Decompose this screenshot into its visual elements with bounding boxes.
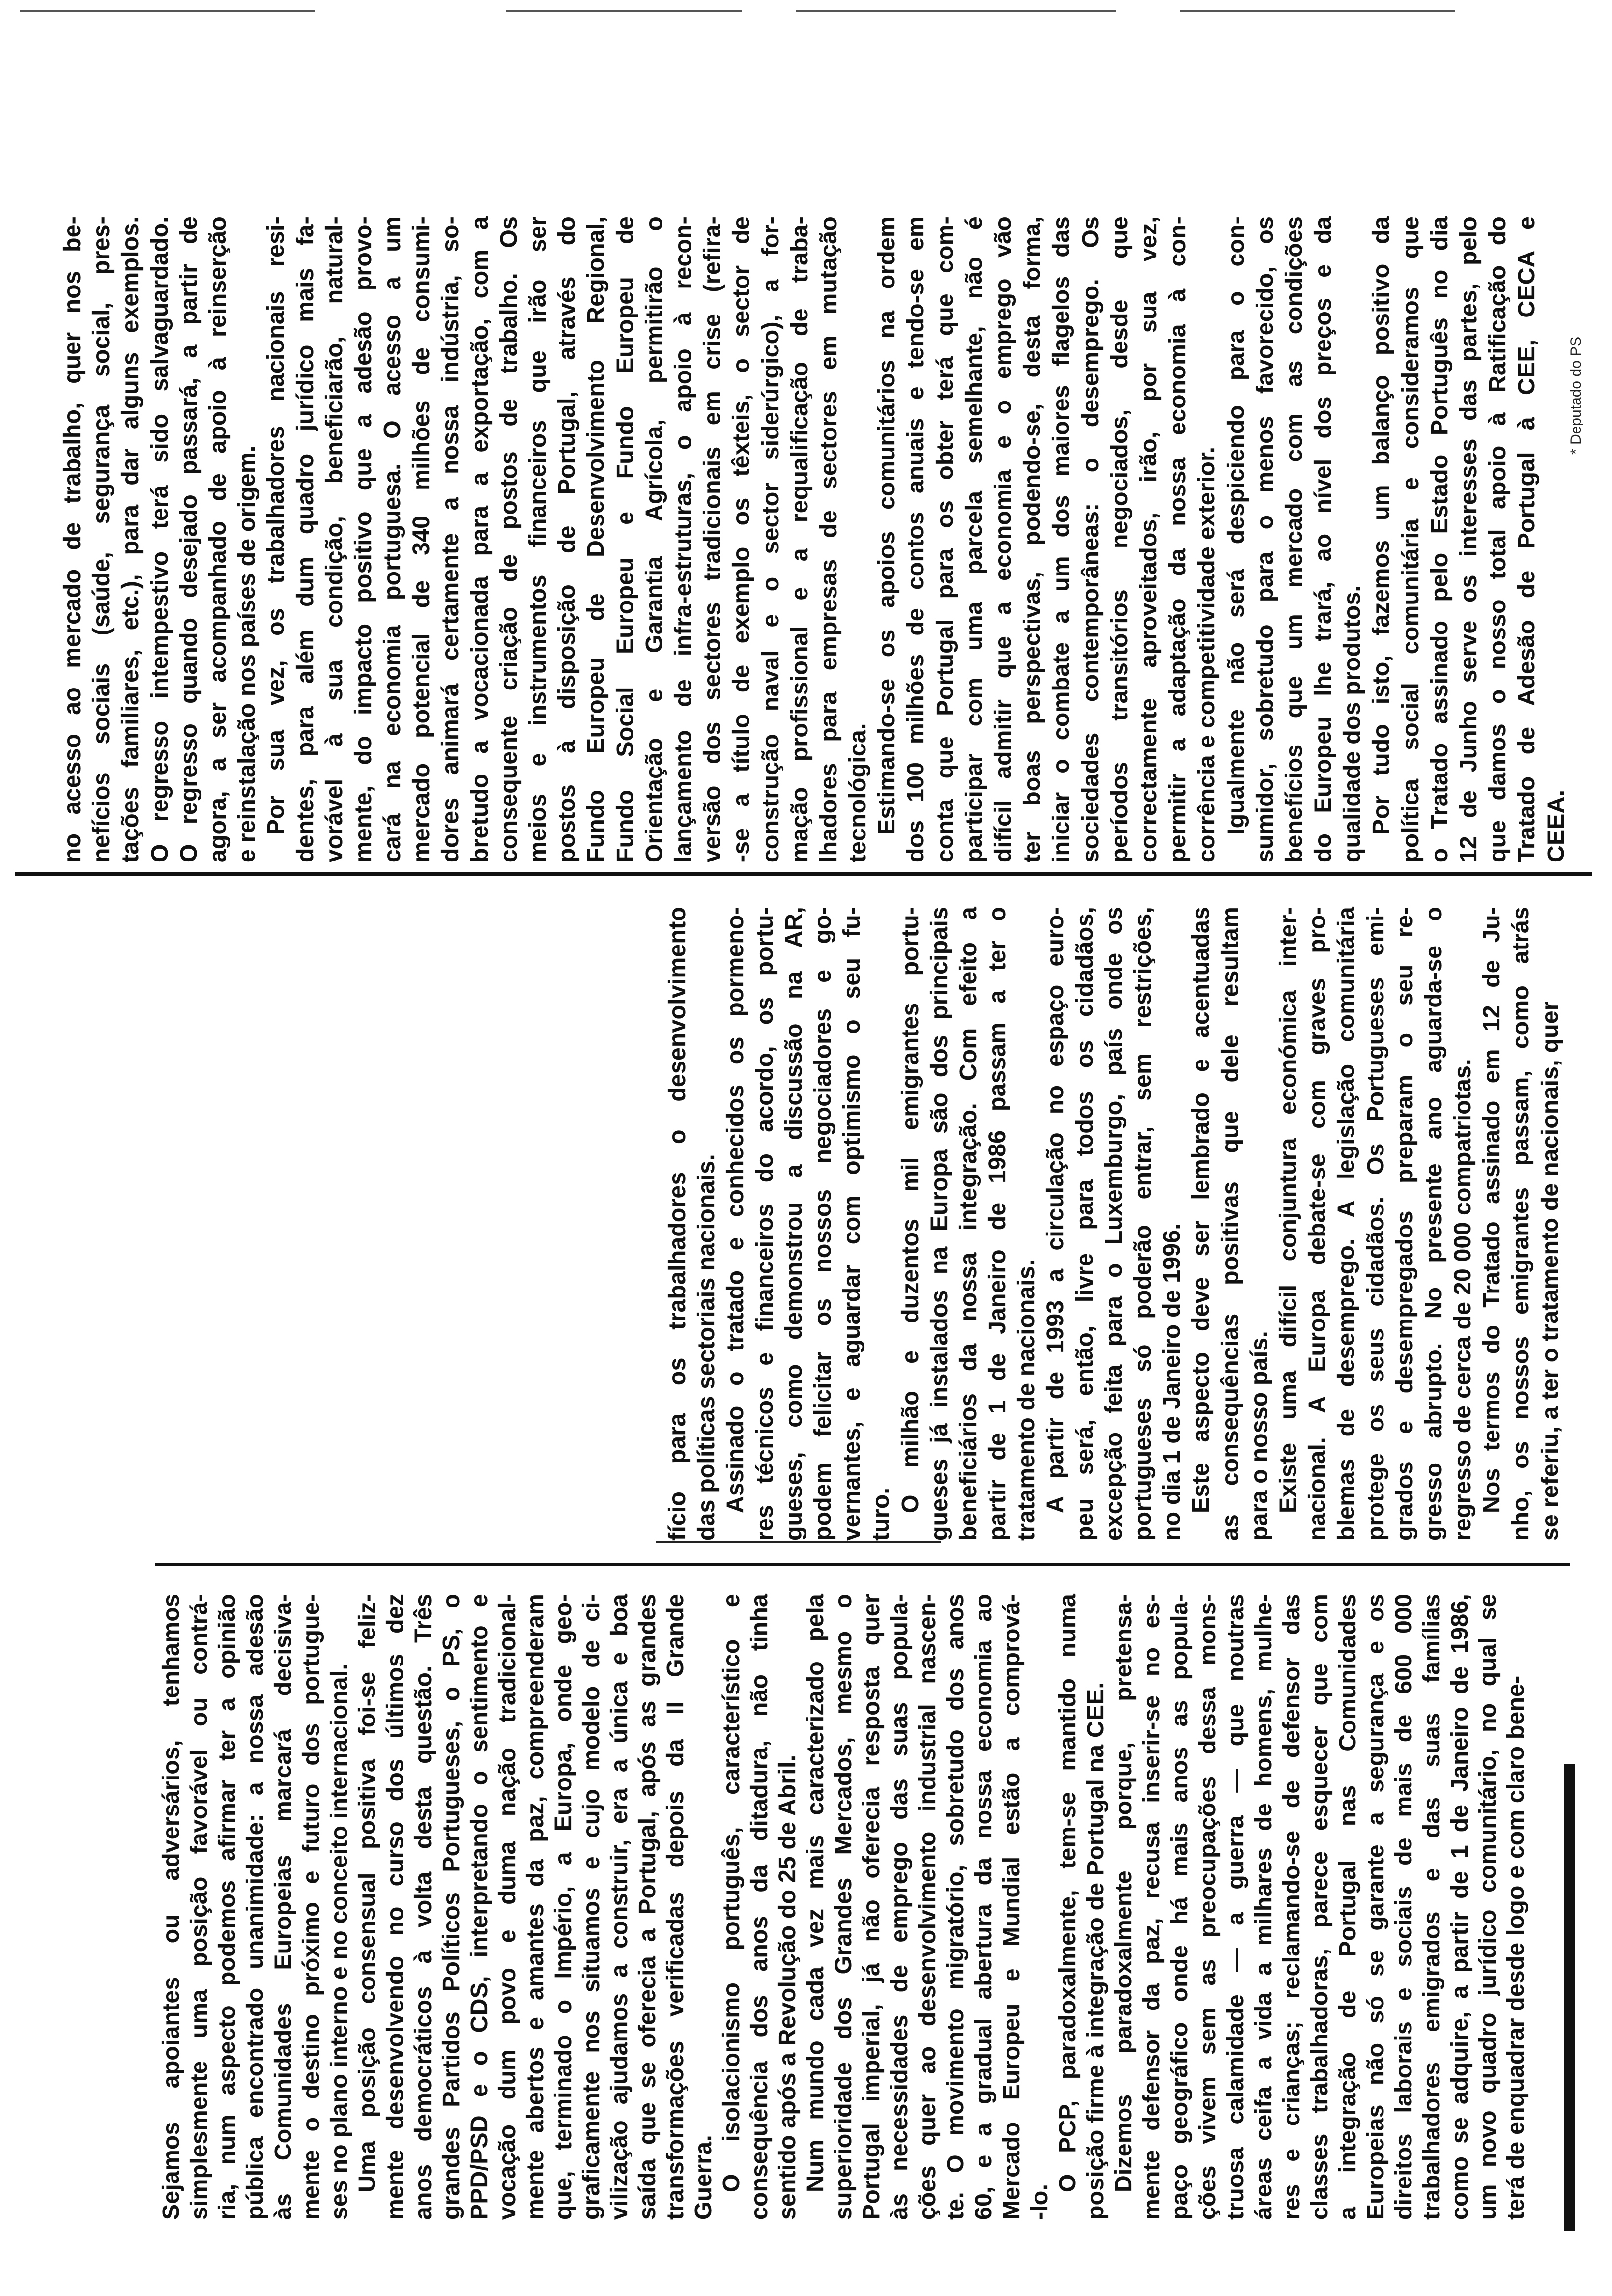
text-line: corrência e competitividade exterior. — [1194, 446, 1220, 862]
text-line: Num mundo cada vez mais caracterizado pela — [803, 1594, 829, 2192]
text-line: difícil admitir que a economia e o emprego vão — [990, 216, 1016, 862]
text-line: um novo quadro jurídico comunitário, no qual se — [1475, 1594, 1501, 2220]
text-line: Fundo Social Europeu e Fundo Europeu de — [612, 216, 638, 862]
text-line: vorável à sua condição, beneficiarão, natural- — [321, 216, 347, 862]
text-line: gueses, como demonstrou a discussão na AR, — [780, 907, 807, 1541]
text-line: cará na economia portuguesa. O acesso a um — [379, 216, 406, 862]
text-line: beneficiários da nossa integração. Com efeito a — [955, 907, 981, 1541]
text-line: qualidade dos produtos. — [1339, 585, 1366, 862]
text-line: ses no plano interno e no conceito internacional. — [326, 1663, 352, 2220]
text-line: classes trabalhadoras, parece esquecer que com — [1307, 1594, 1333, 2220]
text-line: O milhão e duzentos mil emigrantes portu- — [897, 907, 923, 1513]
text-line: tações familiares, etc.), para dar alguns exemplos. — [117, 216, 144, 862]
text-line: o Tratado assinado pelo Estado Português no dia — [1426, 216, 1453, 862]
text-line: 12 de Junho serve os interesses das partes, pelo — [1456, 216, 1482, 862]
text-line: mente, do impacto positivo que a adesão provo- — [350, 216, 376, 862]
text-line: mente desenvolvendo no curso dos últimos dez — [382, 1594, 408, 2220]
text-line: tratamento de nacionais. — [1013, 1259, 1040, 1541]
text-line: graficamente nos situamos e cujo modelo de ci- — [578, 1594, 604, 2220]
text-line: participar com uma parcela semelhante, não é — [961, 216, 987, 862]
text-line: nho, os nossos emigrantes passam, como atrás — [1508, 907, 1534, 1541]
article-column-3 — [58, 216, 1571, 862]
text-line: política social comunitária e consideramos que — [1397, 216, 1424, 862]
text-line: te. O movimento migratório, sobretudo dos anos — [943, 1594, 969, 2220]
text-line: às necessidades de emprego das suas popula- — [887, 1594, 913, 2220]
text-line: dores animará certamente a nossa indústria, so- — [437, 216, 464, 862]
column-divider — [15, 872, 1592, 876]
text-line: O isolacionismo português, característico e — [719, 1594, 745, 2192]
text-line: mercado potencial de 340 milhões de consumi- — [408, 216, 435, 862]
text-line: A partir de 1993 a circulação no espaço euro- — [1042, 907, 1069, 1513]
text-line: Tratado de Adesão de Portugal à CEE, CECA e — [1514, 216, 1540, 862]
text-line: vocação dum povo e duma nação tradicional- — [494, 1594, 520, 2220]
text-line: Por sua vez, os trabalhadores nacionais resi- — [263, 216, 289, 835]
text-line: Existe uma difícil conjuntura económica inter- — [1275, 907, 1301, 1513]
column-divider — [155, 1563, 1570, 1566]
text-line: bretudo a vocacionada para a exportação, com a — [466, 216, 493, 862]
top-rule — [796, 10, 1116, 12]
text-line: para o nosso país. — [1246, 1331, 1272, 1541]
text-line: res técnicos e financeiros do acordo, os portu- — [751, 907, 778, 1541]
text-line: grados e desempregados preparam o seu re- — [1391, 907, 1418, 1541]
text-line: res e crianças; reclamando-se de defensor das — [1279, 1594, 1305, 2220]
text-line: Igualmente não será despiciendo para o con- — [1223, 216, 1249, 835]
article-column-2 — [663, 907, 1565, 1541]
text-line: O regresso quando desejado passará, a partir de — [175, 216, 202, 862]
text-line: benefícios que um mercado com as condições — [1281, 216, 1307, 862]
text-line: meios e instrumentos financeiros que irão ser — [525, 216, 551, 862]
text-line: blemas de desemprego. A legislação comunitária — [1333, 907, 1360, 1541]
text-line: vilização ajudamos a construir, era a única e boa — [606, 1594, 633, 2220]
text-line: partir de 1 de Janeiro de 1986 passam a ter o — [984, 907, 1011, 1541]
text-line: Por tudo isto, fazemos um balanço positivo da — [1368, 216, 1395, 835]
text-line: períodos transitórios negociados, desde que — [1106, 216, 1133, 862]
text-line: anos democráticos à volta desta questão. Três — [410, 1594, 436, 2220]
text-line: sentido após a Revolução do 25 de Abril. — [775, 1754, 801, 2220]
text-line: sumidor, sobretudo para o menos favorecido, os — [1252, 216, 1278, 862]
text-line: Assinado o tratado e conhecidos os pormeno- — [722, 907, 749, 1513]
text-line: construção naval e o sector siderúrgico), a for- — [757, 216, 784, 862]
text-line: nacional. A Europa debate-se com graves pro- — [1304, 907, 1331, 1541]
text-line: versão dos sectores tradicionais em crise (refira- — [699, 216, 726, 862]
text-line: Este aspecto deve ser lembrado e acentuadas — [1188, 907, 1214, 1513]
text-line: áreas ceifa a vida a milhares de homens, mulhe- — [1251, 1594, 1277, 2220]
text-line: das políticas sectoriais nacionais. — [693, 1154, 720, 1541]
text-line: superioridade dos Grandes Mercados, mesmo o — [831, 1594, 857, 2220]
text-line: postos à disposição de Portugal, através do — [554, 216, 580, 862]
text-line: que, terminado o Império, a Europa, onde geo- — [550, 1594, 576, 2220]
text-line: excepção feita para o Luxemburgo, país onde os — [1100, 907, 1127, 1541]
text-line: turo. — [868, 1487, 894, 1541]
top-rule — [20, 10, 315, 12]
text-line: Uma posição consensual positiva foi-se feliz- — [354, 1594, 380, 2192]
text-line: posição firme à integração de Portugal na CEE. — [1083, 1682, 1109, 2220]
text-line: no dia 1 de Janeiro de 1996. — [1159, 1223, 1185, 1541]
text-line: 60, e a gradual abertura da nossa economia ao — [971, 1594, 997, 2220]
text-line: dos 100 milhões de contos anuais e tendo-se em — [903, 216, 929, 862]
text-line: sociedades contemporâneas: o desemprego. Os — [1077, 216, 1104, 862]
text-line: -lo. — [1027, 2183, 1053, 2220]
text-line: do Europeu lhe trará, ao nível dos preços e da — [1310, 216, 1337, 862]
text-line: consequência dos anos da ditadura, não tinha — [747, 1594, 773, 2220]
text-line: tecnológica. — [845, 723, 871, 862]
text-line: -se a título de exemplo os têxteis, o sector de — [728, 216, 755, 862]
text-line: Nos termos do Tratado assinado em 12 de Ju- — [1479, 907, 1505, 1513]
text-line: trabalhadores emigrados e das suas famílias — [1419, 1594, 1445, 2220]
text-line: Orientação e Garantia Agrícola, permitirão o — [641, 216, 667, 862]
text-line: Sejamos apoiantes ou adversários, tenhamos — [158, 1594, 184, 2220]
text-line: Mercado Europeu e Mundial estão a comprová- — [999, 1594, 1025, 2220]
text-line: iniciar o combate a um dos maiores flagelos das — [1048, 216, 1075, 862]
text-line: e reinstalação nos países de origem. — [234, 445, 260, 862]
text-line: agora, a ser acompanhado de apoio à reinserção — [204, 216, 231, 862]
text-line: às Comunidades Europeias marcará decisiva- — [270, 1594, 296, 2220]
text-line: mação profissional e a requalificação de traba- — [786, 216, 813, 862]
text-line: grandes Partidos Políticos Portugueses, o PS, o — [438, 1594, 464, 2220]
text-line: truosa calamidade — a guerra — que noutras — [1223, 1594, 1249, 2220]
text-line: O PCP, paradoxalmente, tem-se mantido numa — [1055, 1594, 1081, 2192]
article-column-1 — [157, 1594, 1530, 2220]
text-line: gresso abrupto. No presente ano aguarda-se o — [1420, 907, 1447, 1541]
top-rule — [1180, 10, 1455, 12]
text-line: permitir a adaptação da nossa economia à con- — [1165, 216, 1191, 862]
text-line: vernantes, e aguardar com optimismo o seu fu- — [839, 907, 865, 1541]
text-line: paço geográfico onde há mais anos as popula- — [1167, 1594, 1193, 2220]
text-line: CEEA. — [1543, 789, 1569, 862]
text-line: pública encontrado unanimidade: a nossa adesão — [242, 1594, 268, 2220]
column-divider-mark — [656, 1541, 941, 1543]
text-line: gueses já instalados na Europa são dos principais — [926, 907, 952, 1541]
text-line: ções vivem sem as preocupações dessa mons- — [1195, 1594, 1221, 2220]
text-line: Portugal imperial, já não oferecia resposta quer — [859, 1594, 885, 2220]
text-line: saída que se oferecia a Portugal, após as grandes — [634, 1594, 661, 2220]
text-line: terá de enquadrar desde logo e com claro bene- — [1503, 1675, 1529, 2220]
text-line: PPD/PSD e o CDS, interpretando o sentimento e — [466, 1594, 492, 2220]
text-line: peu será, então, livre para todos os cidadãos, — [1071, 907, 1098, 1541]
text-line: dentes, para além dum quadro jurídico mais fa- — [292, 216, 318, 862]
text-line: fício para os trabalhadores o desenvolvimento — [664, 907, 691, 1541]
text-line: nefícios sociais (saúde, segurança social, pres- — [88, 216, 115, 862]
text-line: lhadores para empresas de sectores em mutação — [815, 216, 842, 862]
text-line: mente defensor da paz, recusa inserir-se no es- — [1139, 1594, 1165, 2220]
text-line: consequente criação de postos de trabalho. Os — [495, 216, 522, 862]
text-line: ria, num aspecto podemos afirmar ter a opinião — [214, 1594, 240, 2220]
text-line: direitos laborais e sociais de mais de 600 000 — [1391, 1594, 1417, 2220]
text-line: transformações verificadas depois da II Grande — [662, 1594, 689, 2220]
text-line: Guerra. — [691, 2135, 717, 2220]
text-line: se referiu, a ter o tratamento de nacionais, quer — [1537, 1001, 1563, 1541]
text-line: correctamente aproveitados, irão, por sua vez, — [1135, 216, 1162, 862]
text-line: Dizemos paradoxalmente porque, pretensa- — [1111, 1594, 1137, 2192]
text-line: as consequências positivas que dele resultam — [1217, 907, 1243, 1541]
text-line: Fundo Europeu de Desenvolvimento Regional, — [583, 216, 609, 862]
text-line: simplesmente uma posição favorável ou contrá- — [186, 1594, 212, 2220]
text-line: portugueses só poderão entrar, sem restrições, — [1130, 907, 1156, 1541]
text-line: a integração de Portugal nas Comunidades — [1335, 1594, 1361, 2220]
text-line: podem felicitar os nossos negociadores e go- — [809, 907, 836, 1541]
text-line: regresso de cerca de 20 000 compatriotas. — [1450, 1059, 1476, 1541]
text-line: Estimando-se os apoios comunitários na ordem — [874, 216, 900, 835]
text-line: O regresso intempestivo terá sido salvaguardado. — [146, 216, 173, 862]
text-line: ter boas perspectivas, podendo-se, desta forma, — [1019, 216, 1046, 862]
text-line: conta que Portugal para os obter terá que com- — [932, 216, 958, 862]
text-line: como se adquire, a partir de 1 de Janeiro de 1986, — [1447, 1594, 1473, 2220]
text-line: lançamento de infra-estruturas, o apoio à recon- — [670, 216, 696, 862]
text-line: mente o destino próximo e futuro dos portugue- — [298, 1594, 324, 2220]
text-line: no acesso ao mercado de trabalho, quer nos be- — [59, 216, 86, 862]
scan-artifact-bar — [1564, 1764, 1575, 2231]
author-signature: * Deputado do PS — [1568, 336, 1584, 455]
text-line: protege os seus cidadãos. Os Portugueses emi- — [1362, 907, 1389, 1541]
text-line: que damos o nosso total apoio à Ratificação do — [1485, 216, 1511, 862]
top-rule — [506, 10, 742, 12]
text-line: mente abertos e amantes da paz, compreenderam — [522, 1594, 548, 2220]
text-line: Europeias não só se garante a segurança e os — [1363, 1594, 1389, 2220]
text-line: ções quer ao desenvolvimento industrial nascen- — [915, 1594, 941, 2220]
